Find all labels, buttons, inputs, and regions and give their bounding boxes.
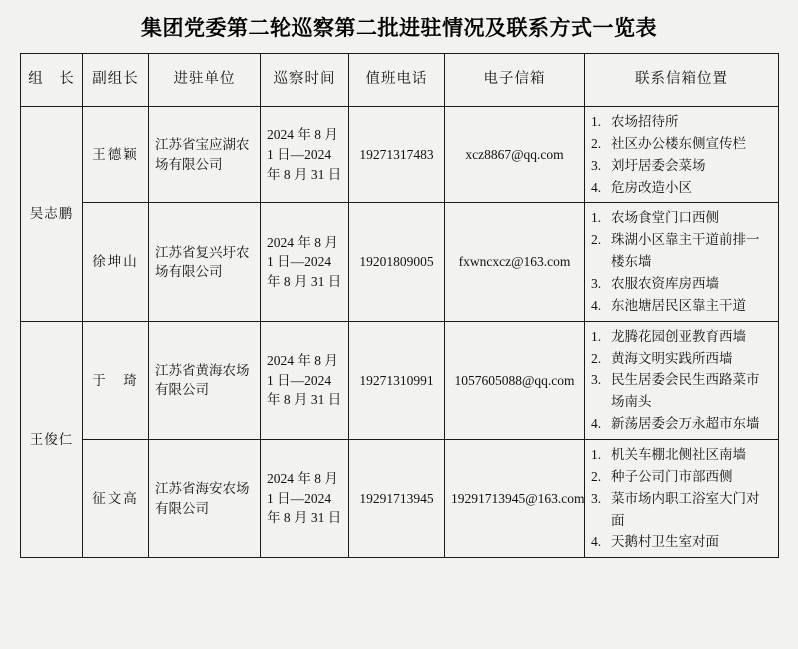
list-number: 3. xyxy=(591,157,602,173)
list-text: 黄海文明实践所西墙 xyxy=(611,350,733,366)
column-header-deputy-leader: 副组长 xyxy=(83,54,149,107)
cell-email: 19291713945@163.com xyxy=(445,440,585,558)
list-text: 社区办公楼东侧宣传栏 xyxy=(611,135,746,151)
list-item xyxy=(591,295,772,317)
list-text: 农场招待所 xyxy=(611,114,679,129)
list-number: 3. xyxy=(591,372,602,388)
list-number: 1. xyxy=(591,210,602,226)
cell-phone: 19291713945 xyxy=(349,440,445,558)
column-header-leader: 组 长 xyxy=(21,54,83,107)
table-row xyxy=(21,203,779,321)
list-item xyxy=(591,531,772,553)
cell-period: 2024 年 8 月 1 日—2024 年 8 月 31 日 xyxy=(261,321,349,439)
list-item xyxy=(591,488,772,532)
list-text: 新荡居委会万永超市东墙 xyxy=(611,416,760,432)
list-text: 东池塘居民区靠主干道 xyxy=(611,297,746,313)
cell-mailbox-locations xyxy=(585,107,779,203)
list-text: 菜市场内职工浴室大门对面 xyxy=(611,490,760,528)
list-text: 机关车棚北侧社区南墙 xyxy=(611,447,746,463)
list-number: 2. xyxy=(591,135,602,151)
mailbox-location-list xyxy=(591,111,772,198)
list-item xyxy=(591,326,772,348)
cell-leader: 吴志鹏 xyxy=(21,107,83,322)
cell-email: 1057605088@qq.com xyxy=(445,321,585,439)
cell-period: 2024 年 8 月 1 日—2024 年 8 月 31 日 xyxy=(261,107,349,203)
list-text: 民生居委会民生西路菜市场南头 xyxy=(611,372,760,410)
list-number: 3. xyxy=(591,490,602,506)
mailbox-location-list xyxy=(591,207,772,316)
cell-unit: 江苏省海安农场有限公司 xyxy=(149,440,261,558)
list-text: 龙腾花园创亚教育西墙 xyxy=(611,328,746,344)
list-text: 危房改造小区 xyxy=(611,179,692,195)
list-number: 2. xyxy=(591,468,602,484)
list-number: 4. xyxy=(591,297,602,313)
list-item xyxy=(591,229,772,273)
cell-deputy-leader: 徐坤山 xyxy=(83,203,149,321)
list-item xyxy=(591,369,772,413)
list-item xyxy=(591,207,772,229)
list-text: 天鹅村卫生室对面 xyxy=(611,534,719,550)
list-item xyxy=(591,444,772,466)
list-text: 农场食堂门口西侧 xyxy=(611,210,719,226)
list-number: 1. xyxy=(591,328,602,344)
cell-mailbox-locations xyxy=(585,321,779,439)
table-row xyxy=(21,107,779,203)
table-header-row xyxy=(21,54,779,107)
cell-unit: 江苏省黄海农场有限公司 xyxy=(149,321,261,439)
list-number: 2. xyxy=(591,350,602,366)
list-item xyxy=(591,177,772,199)
column-header-unit: 进驻单位 xyxy=(149,54,261,107)
column-header-email: 电子信箱 xyxy=(445,54,585,107)
list-item xyxy=(591,133,772,155)
cell-period: 2024 年 8 月 1 日—2024 年 8 月 31 日 xyxy=(261,440,349,558)
cell-unit: 江苏省复兴圩农场有限公司 xyxy=(149,203,261,321)
mailbox-location-list xyxy=(591,326,772,435)
cell-deputy-leader: 王德颖 xyxy=(83,107,149,203)
page-title: 集团党委第二轮巡察第二批进驻情况及联系方式一览表 xyxy=(141,16,657,40)
inspection-schedule-table xyxy=(20,53,779,558)
list-item xyxy=(591,111,772,133)
cell-mailbox-locations xyxy=(585,440,779,558)
cell-leader: 王俊仁 xyxy=(21,321,83,558)
list-number: 1. xyxy=(591,447,602,463)
cell-unit: 江苏省宝应湖农场有限公司 xyxy=(149,107,261,203)
list-text: 种子公司门市部西侧 xyxy=(611,468,733,484)
cell-email: fxwncxcz@163.com xyxy=(445,203,585,321)
mailbox-location-list xyxy=(591,444,772,553)
list-item xyxy=(591,155,772,177)
cell-phone: 19271310991 xyxy=(349,321,445,439)
list-item xyxy=(591,466,772,488)
list-number: 4. xyxy=(591,534,602,550)
list-item xyxy=(591,413,772,435)
column-header-phone: 值班电话 xyxy=(349,54,445,107)
list-text: 刘圩居委会菜场 xyxy=(611,157,706,173)
list-number: 4. xyxy=(591,416,602,432)
list-number: 3. xyxy=(591,276,602,292)
list-text: 农服农资库房西墙 xyxy=(611,276,719,292)
cell-deputy-leader: 征文高 xyxy=(83,440,149,558)
list-number: 1. xyxy=(591,114,602,129)
cell-period: 2024 年 8 月 1 日—2024 年 8 月 31 日 xyxy=(261,203,349,321)
list-number: 2. xyxy=(591,232,602,248)
column-header-mailbox-location: 联系信箱位置 xyxy=(585,54,779,107)
column-header-period: 巡察时间 xyxy=(261,54,349,107)
list-text: 珠湖小区靠主干道前排一楼东墙 xyxy=(611,232,760,270)
table-row xyxy=(21,321,779,439)
cell-phone: 19271317483 xyxy=(349,107,445,203)
table-row xyxy=(21,440,779,558)
cell-email: xcz8867@qq.com xyxy=(445,107,585,203)
cell-deputy-leader: 于 琦 xyxy=(83,321,149,439)
cell-phone: 19201809005 xyxy=(349,203,445,321)
list-item xyxy=(591,348,772,370)
cell-mailbox-locations xyxy=(585,203,779,321)
list-item xyxy=(591,273,772,295)
list-number: 4. xyxy=(591,179,602,195)
